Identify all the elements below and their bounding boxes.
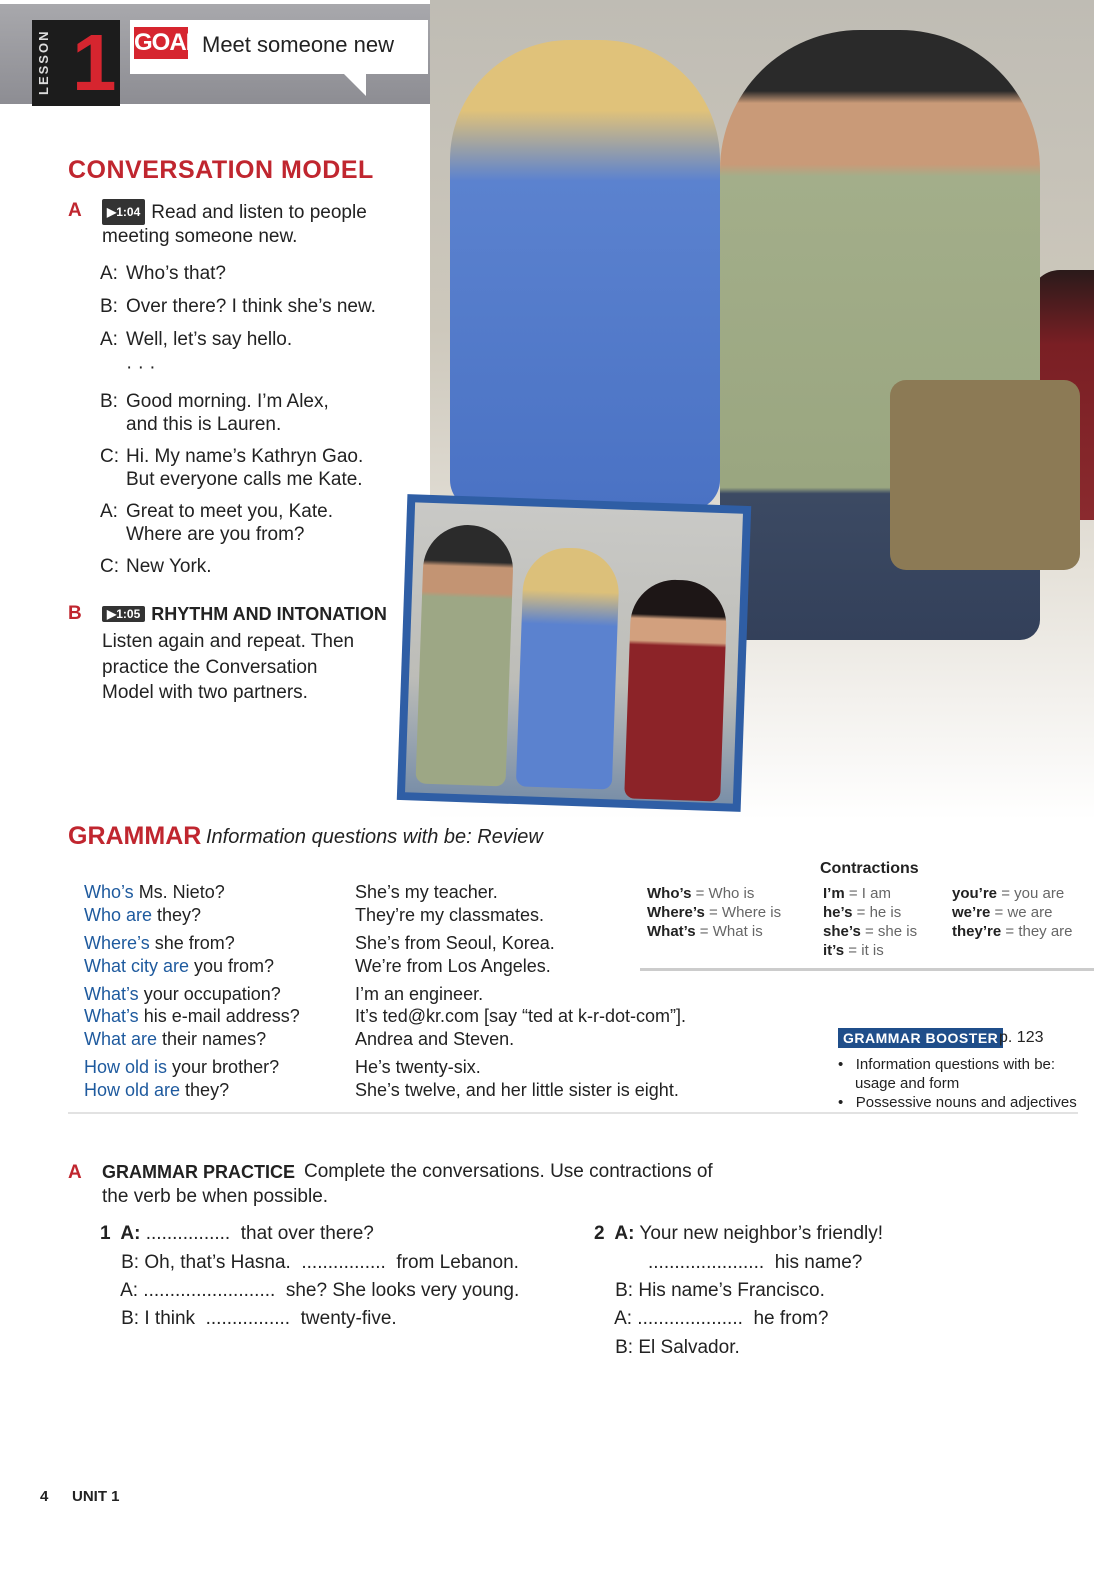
practice-line[interactable]: A: .................... he from?	[594, 1308, 829, 1329]
goal-tag: GOAL	[134, 27, 188, 59]
grammar-booster-tag[interactable]: GRAMMAR BOOSTER	[838, 1028, 1003, 1048]
unit-label: UNIT 1	[72, 1488, 120, 1505]
grammar-answer: They’re my classmates.	[355, 905, 545, 925]
inset-photo-woman2	[624, 578, 728, 801]
grammar-question: Who are they?	[84, 905, 202, 925]
contraction: they’re = they are	[952, 923, 1073, 940]
grammar-answer: She’s twelve, and her little sister is eight.	[355, 1080, 679, 1100]
conversation-line: B: Good morning. I’m Alex, and this is Lauren.	[100, 391, 329, 435]
contraction: Who’s = Who is	[647, 885, 755, 902]
grammar-question: Where’s she from?	[84, 933, 235, 953]
conversation-line: C: Hi. My name’s Kathryn Gao. But everyone calls me Kate.	[100, 446, 364, 490]
conversation-line: C: New York.	[100, 556, 212, 577]
practice-line[interactable]: B: His name’s Francisco.	[594, 1280, 825, 1301]
part-a-letter: A	[68, 200, 82, 221]
lesson-number: 1	[72, 18, 117, 107]
practice-line[interactable]: 2 A: Your new neighbor’s friendly!	[594, 1223, 884, 1244]
practice-instruction: the verb be when possible.	[102, 1186, 329, 1207]
conversation-line: B: Over there? I think she’s new.	[100, 296, 376, 317]
grammar-answer: It’s ted@kr.com [say “ted at k-r-dot-com”].	[355, 1006, 687, 1026]
part-a-instruction: ▶1:04 Read and listen to people meeting someone new.	[102, 199, 367, 249]
grammar-question: What city are you from?	[84, 956, 275, 976]
goal-title: Meet someone new	[202, 32, 394, 57]
conversation-line: A: Who’s that?	[100, 263, 226, 284]
conversation-line: A: Well, let’s say hello.	[100, 329, 293, 350]
contraction: you’re = you are	[952, 885, 1065, 902]
part-b-letter: B	[68, 603, 82, 624]
contraction: Where’s = Where is	[647, 904, 782, 921]
practice-line[interactable]: B: El Salvador.	[594, 1337, 740, 1358]
practice-title: GRAMMAR PRACTICE	[102, 1162, 295, 1182]
audio-track-1-04[interactable]: ▶1:04	[102, 199, 145, 225]
contraction: it’s = it is	[823, 942, 884, 959]
practice-instruction: Complete the conversations. Use contractions of	[304, 1161, 713, 1182]
page-number: 4	[40, 1488, 49, 1505]
goal-speech-tail	[344, 74, 366, 96]
booster-bullet: • Possessive nouns and adjectives	[838, 1094, 1077, 1111]
practice-line[interactable]: A: ......................... she? She looks very young.	[100, 1280, 520, 1301]
booster-bullet: • Information questions with be:	[838, 1056, 1056, 1073]
contraction: we’re = we are	[952, 904, 1053, 921]
lesson-label: LESSON	[36, 29, 51, 95]
conversation-ellipsis: · · ·	[126, 357, 156, 378]
grammar-answer: We’re from Los Angeles.	[355, 956, 551, 976]
grammar-title: GRAMMAR	[68, 822, 202, 850]
grammar-question: What’s your occupation?	[84, 984, 281, 1004]
grammar-question: What’s his e-mail address?	[84, 1006, 300, 1026]
practice-line[interactable]: 1 A: ................ that over there?	[100, 1223, 374, 1244]
grammar-answer: She’s from Seoul, Korea.	[355, 933, 555, 953]
practice-letter: A	[68, 1162, 82, 1183]
grammar-booster-page: p. 123	[999, 1029, 1044, 1046]
photo-woman	[450, 40, 720, 510]
audio-track-1-05[interactable]: ▶1:05	[102, 606, 145, 622]
inset-photo-woman	[516, 546, 620, 789]
practice-line[interactable]: ...................... his name?	[648, 1252, 863, 1273]
grammar-answer: I’m an engineer.	[355, 984, 484, 1004]
part-b-instruction: Listen again and repeat. Then practice the Conversation Model with two partners.	[102, 631, 355, 703]
grammar-question: How old are they?	[84, 1080, 230, 1100]
grammar-answer: He’s twenty-six.	[355, 1057, 481, 1077]
contraction: she’s = she is	[823, 923, 918, 940]
grammar-divider	[68, 1112, 1078, 1114]
grammar-question: How old is your brother?	[84, 1057, 280, 1077]
grammar-answer: She’s my teacher.	[355, 882, 498, 902]
grammar-question: Who’s Ms. Nieto?	[84, 882, 225, 902]
grammar-question: What are their names?	[84, 1029, 267, 1049]
contractions-divider	[640, 968, 1094, 971]
contractions-title: Contractions	[820, 860, 919, 877]
practice-line[interactable]: B: I think ................ twenty-five.	[100, 1308, 397, 1329]
contraction: I’m = I am	[823, 885, 891, 902]
contraction: What’s = What is	[647, 923, 763, 940]
grammar-answer: Andrea and Steven.	[355, 1029, 515, 1049]
practice-line[interactable]: B: Oh, that’s Hasna. ................ from Lebanon.	[100, 1252, 519, 1273]
photo-bag	[890, 380, 1080, 570]
conversation-model-title: CONVERSATION MODEL	[68, 156, 374, 184]
booster-bullet-continued: usage and form	[855, 1075, 960, 1092]
conversation-line: A: Great to meet you, Kate. Where are you from?	[100, 501, 333, 545]
inset-photo-man	[415, 524, 514, 787]
grammar-subtitle: Information questions with be: Review	[206, 826, 543, 848]
contraction: he’s = he is	[823, 904, 902, 921]
part-b-title: ▶1:05 RHYTHM AND INTONATION	[102, 604, 387, 625]
